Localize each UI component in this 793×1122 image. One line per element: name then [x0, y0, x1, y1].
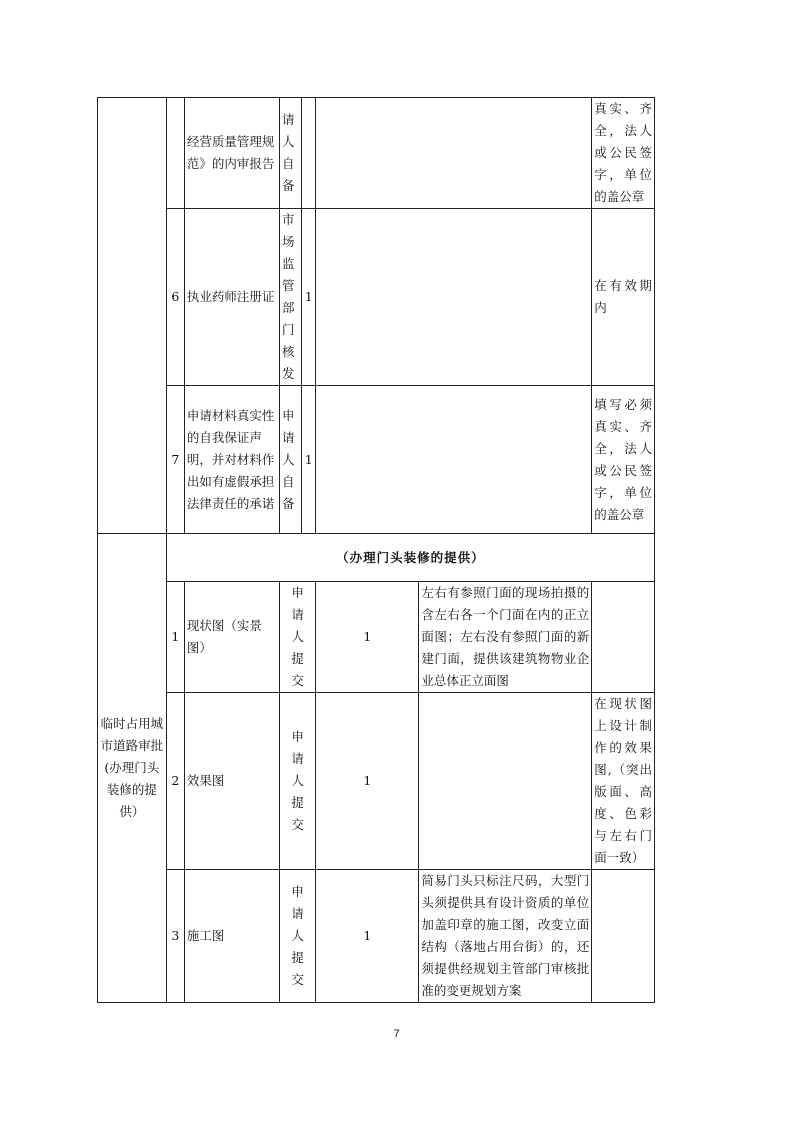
- table-row: [98, 870, 655, 1003]
- material-source-cell: [279, 693, 315, 870]
- section-header-row: [98, 534, 655, 582]
- material-note: [592, 582, 655, 693]
- material-name: 效果图: [184, 693, 279, 870]
- material-requirement: 简易门头只标注尺码，大型门头须提供具有设计资质的单位加盖印章的施工图，改变立面结构（落地占用台街）的，还须提供经规划主管部门审核批准的变更规划方案: [419, 870, 592, 1003]
- row-number: 1: [166, 582, 184, 693]
- row-number: 3: [166, 870, 184, 1003]
- table-row: [98, 209, 655, 386]
- table-row: [98, 582, 655, 693]
- material-quantity: 1: [302, 209, 316, 386]
- category-label: 临时占用城市道路审批(办理门头装修的提供）: [98, 534, 167, 1003]
- section-header: （办理门头装修的提供）: [166, 534, 654, 582]
- material-name: 现状图（实景图）: [184, 582, 279, 693]
- row-number: [166, 98, 184, 209]
- requirement-cell: [316, 98, 592, 209]
- material-quantity: 1: [316, 870, 419, 1003]
- material-source: 申请人自备: [279, 386, 301, 534]
- requirement-cell: [316, 386, 592, 534]
- material-source: 申请人提交: [291, 729, 304, 832]
- material-source: 申请人提交: [291, 585, 304, 688]
- material-quantity: 1: [316, 582, 419, 693]
- material-note: 真实、齐全，法人或公民签字，单位的盖公章: [592, 98, 655, 209]
- material-source-cell: [279, 582, 315, 693]
- materials-table: [97, 97, 655, 1003]
- material-name: 执业药师注册证: [184, 209, 279, 386]
- material-quantity: 1: [316, 693, 419, 870]
- requirement-cell: [316, 209, 592, 386]
- page-number: 7: [393, 1028, 400, 1040]
- material-source: 市场监管部门核发: [279, 209, 301, 386]
- table-row: [98, 693, 655, 870]
- material-source: 申请人提交: [291, 884, 304, 987]
- material-note: 在有效期内: [592, 209, 655, 386]
- row-number: 7: [166, 386, 184, 534]
- row-number: 2: [166, 693, 184, 870]
- material-name: 经营质量管理规范》的内审报告: [184, 98, 279, 209]
- material-quantity: [302, 98, 316, 209]
- material-note: 填写必须真实、齐全，法人或公民签字，单位的盖公章: [592, 386, 655, 534]
- material-requirement: 左右有参照门面的现场拍摄的含左右各一个门面在内的正立面图；左右没有参照门面的新建门面，提供该建筑物物业企业总体正立面图: [419, 582, 592, 693]
- row-number: 6: [166, 209, 184, 386]
- material-source-cell: [279, 870, 315, 1003]
- material-note: [592, 870, 655, 1003]
- material-name: 申请材料真实性的自我保证声明，并对材料作出如有虚假承担法律责任的承诺: [184, 386, 279, 534]
- material-requirement: [419, 693, 592, 870]
- table-row: [98, 98, 655, 209]
- table-row: [98, 386, 655, 534]
- material-note: 在现状图上设计制作的效果图,（突出版面、高度、色彩与左右门面一致）: [592, 693, 655, 870]
- material-name: 施工图: [184, 870, 279, 1003]
- category-cell-empty: [98, 98, 167, 534]
- material-quantity: 1: [302, 386, 316, 534]
- material-source: 请人自备: [279, 98, 301, 209]
